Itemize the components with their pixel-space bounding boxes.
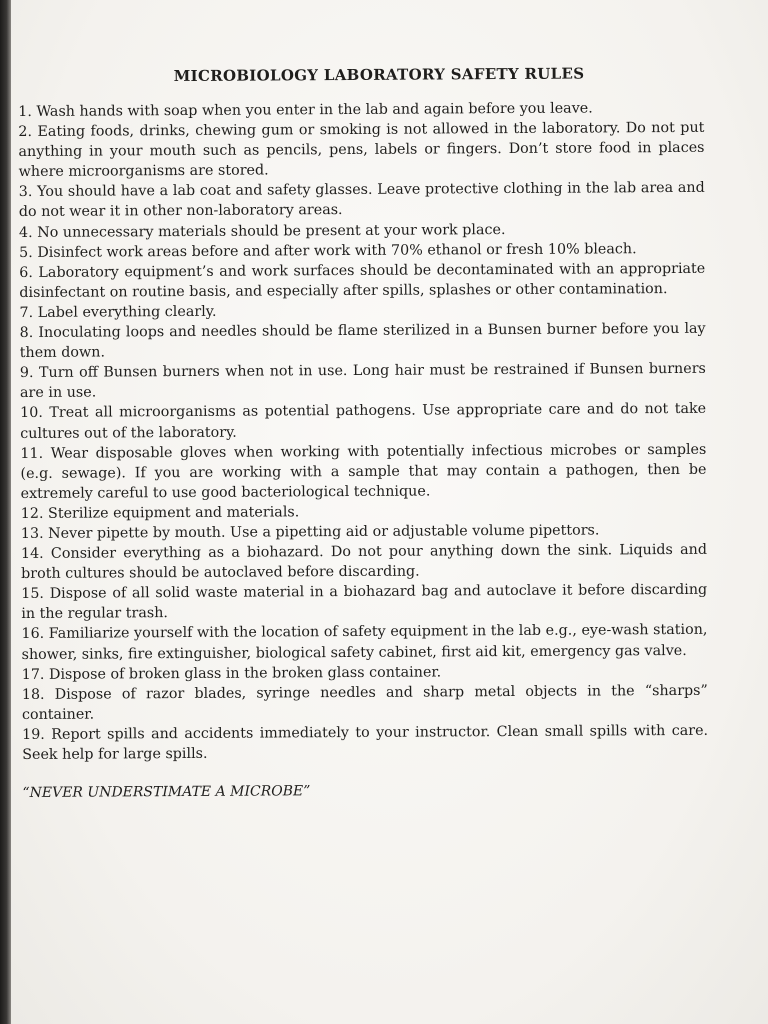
rule-item: 13. Never pipette by mouth. Use a pipetting aid or adjustable volume pipettors. (20, 522, 600, 542)
rule-item: 14. Consider everything as a biohazard. Do not pour anything down the sink. Liquids and broth cultures should be autoclaved before discarding. (20, 541, 708, 583)
rule-item: 9. Turn off Bunsen burners when not in use. Long hair must be restrained if Bunsen burners are in use. (19, 361, 706, 402)
rule-item: 1. Wash hands with soap when you enter in the lab and again before you leave. (18, 100, 593, 120)
rule-item: 11. Wear disposable gloves when working with potentially infectious microbes or samples (e.g. sewage). If you are working with a sample that may contain a pathogen, then be extremely careful to use good bacteriological technique. (20, 441, 707, 502)
closing-motto: “NEVER UNDERSTIMATE A MICROBE” (22, 783, 311, 802)
rule-item: 19. Report spills and accidents immediately to your instructor. Clean small spills with care. Seek help for large spills. (22, 722, 709, 763)
rule-item: 16. Familiarize yourself with the location of safety equipment in the lab e.g., eye-wash station, shower, sinks, fire extinguisher, biological safety cabinet, first aid kit, emergency gas valve. (21, 622, 708, 663)
document-title: MICROBIOLOGY LABORATORY SAFETY RULES (173, 64, 585, 86)
rule-item: 2. Eating foods, drinks, chewing gum or smoking is not allowed in the laboratory. Do not put anything in your mouth such as pencils, pens, labels or fingers. Don’t store food in places where microorganisms are stored. (18, 119, 705, 181)
document-page (11, 0, 768, 1024)
rule-item: 5. Disinfect work areas before and after work with 70% ethanol or fresh 10% bleach. (19, 240, 637, 261)
binding-edge (0, 0, 11, 1024)
rule-item: 10. Treat all microorganisms as potential pathogens. Use appropriate care and do not take cultures out of the laboratory. (20, 401, 707, 442)
rule-item: 7. Label everything clearly. (19, 303, 217, 321)
rule-item: 4. No unnecessary materials should be present at your work place. (18, 221, 506, 241)
rule-item: 15. Dispose of all solid waste material in a biohazard bag and autoclave it before discarding in the regular trash. (21, 582, 708, 623)
rules-list (18, 98, 708, 765)
document-body (18, 64, 709, 815)
rule-item: 6. Laboratory equipment’s and work surfaces should be decontaminated with an appropriate disinfectant on routine basis, and especially after spills, splashes or other contamination. (19, 260, 706, 301)
rule-item: 12. Sterilize equipment and materials. (20, 504, 300, 522)
rule-item: 18. Dispose of razor blades, syringe needles and sharp metal objects in the “sharps” container. (21, 682, 708, 723)
rule-item: 8. Inoculating loops and needles should be flame sterilized in a Bunsen burner before you lay them down. (19, 320, 706, 362)
rule-item: 17. Dispose of broken glass in the broken glass container. (21, 664, 442, 683)
rule-item: 3. You should have a lab coat and safety glasses. Leave protective clothing in the lab area and do not wear it in other non-laboratory areas. (18, 180, 705, 221)
